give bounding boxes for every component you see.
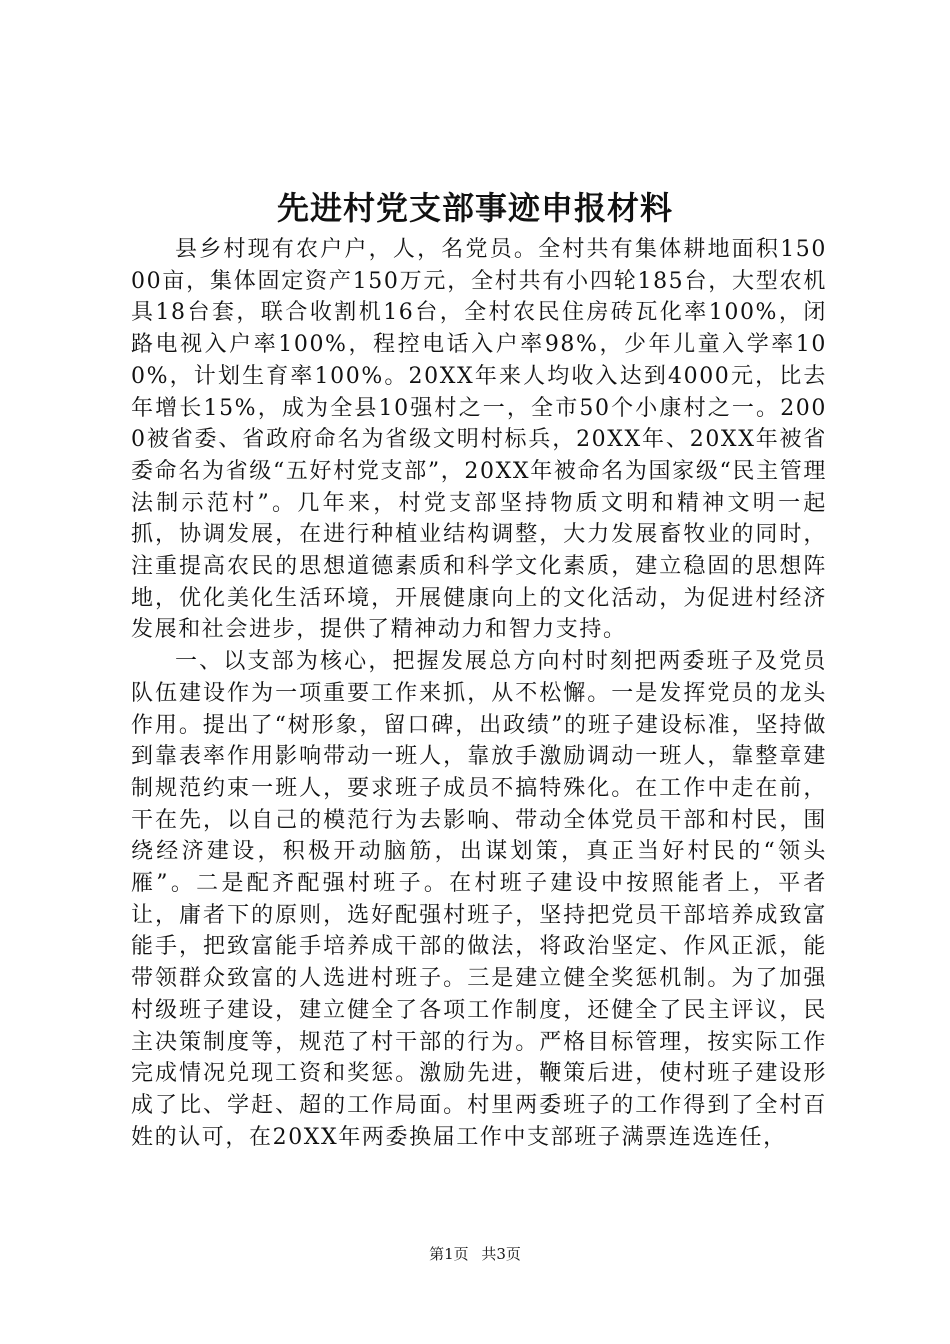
total-page-count: 共3页 <box>481 1245 521 1263</box>
document-body <box>131 234 827 1153</box>
document-title: 先进村党支部事迹申报材料 <box>276 189 673 227</box>
paragraph-intro: 县乡村现有农户户，人，名党员。全村共有集体耕地面积15000亩，集体固定资产150万元，全村共有小四轮185台，大型农机具18台套，联合收割机16台，全村农民住房砖瓦化率100%，闭路电视入户率100%，程控电话入户率98%，少年儿童入学率100%，计划生育率100%。20XX年来人均收入达到4000元，比去年增长15%，成为全县10强村之一，全市50个小康村之一。2000被省委、省政府命名为省级文明村标兵，20XX年、20XX年被省委命名为省级“五好村党支部”，20XX年被命名为国家级“民主管理法制示范村”。几年来，村党支部坚持物质文明和精神文明一起抓，协调发展，在进行种植业结构调整，大力发展畜牧业的同时，注重提高农民的思想道德素质和科学文化素质，建立稳固的思想阵地，优化美化生活环境，开展健康向上的文化活动，为促进村经济发展和社会进步，提供了精神动力和智力支持。 <box>131 237 827 643</box>
page-footer <box>0 1244 950 1264</box>
paragraph-section-one: 一、以支部为核心，把握发展总方向村时刻把两委班子及党员队伍建设作为一项重要工作来抓，从不松懈。一是发挥党员的龙头作用。提出了“树形象，留口碑，出政绩”的班子建设标准，坚持做到靠表率作用影响带动一班人，靠放手激励调动一班人，靠整章建制规范约束一班人，要求班子成员不搞特殊化。在工作中走在前，干在先，以自己的模范行为去影响、带动全体党员干部和村民，围绕经济建设，积极开动脑筋，出谋划策，真正当好村民的“领头雁”。二是配齐配强村班子。在村班子建设中按照能者上，平者让，庸者下的原则，选好配强村班子，坚持把党员干部培养成致富能手，把致富能手培养成干部的做法，将政治坚定、作风正派，能带领群众致富的人选进村班子。三是建立健全奖惩机制。为了加强村级班子建设，建立健全了各项工作制度，还健全了民主评议，民主决策制度等，规范了村干部的行为。严格目标管理，按实际工作完成情况兑现工资和奖惩。激励先进，鞭策后进，使村班子建设形成了比、学赶、超的工作局面。村里两委班子的工作得到了全村百姓的认可，在20XX年两委换届工作中支部班子满票连选连任， <box>131 649 827 1150</box>
current-page-number: 第1页 <box>429 1245 469 1263</box>
